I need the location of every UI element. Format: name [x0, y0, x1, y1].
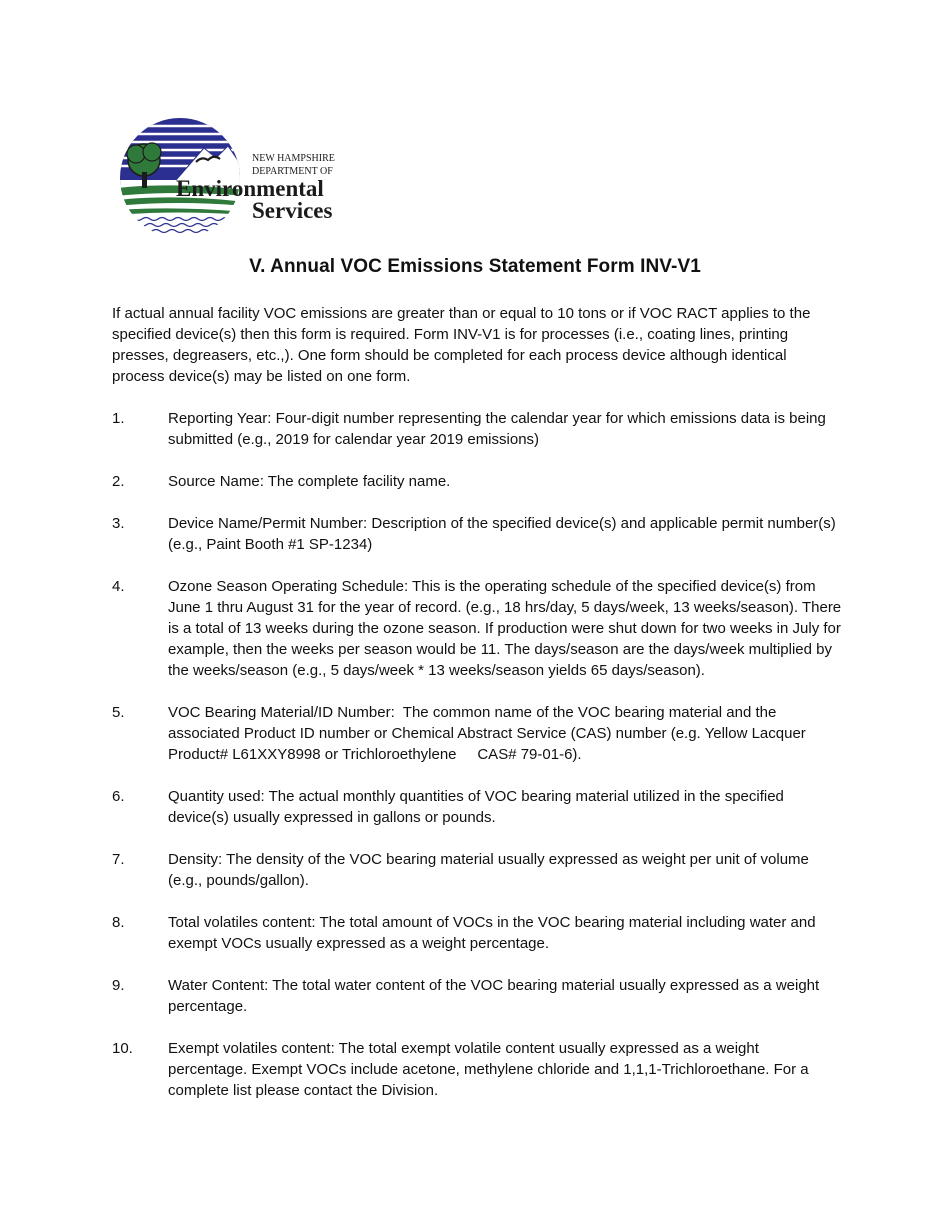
- item-number: 1.: [112, 410, 125, 427]
- item-text: Exempt volatiles content: The total exempt volatile content usually expressed as a weight percentage. Exempt VOCs include acetone, methylene chloride and 1,1,1-Trichloroethane. For a complete list please contact the Division.: [168, 1040, 809, 1099]
- nhdes-logo: [116, 116, 356, 240]
- form-title: V. Annual VOC Emissions Statement Form INV-V1: [249, 256, 701, 277]
- item-number: 2.: [112, 473, 125, 490]
- logo-text-line2: DEPARTMENT OF: [252, 166, 333, 177]
- list-item: [112, 1038, 842, 1101]
- item-number: 10.: [112, 1040, 133, 1057]
- item-number: 8.: [112, 914, 125, 931]
- item-number: 5.: [112, 704, 125, 721]
- item-text: Quantity used: The actual monthly quantities of VOC bearing material utilized in the specified device(s) usually expressed in gallons or pounds.: [168, 788, 784, 826]
- instructions-list: [112, 408, 842, 1122]
- item-text: Total volatiles content: The total amount of VOCs in the VOC bearing material including water and exempt VOCs usually expressed as a weight percentage.: [168, 914, 816, 952]
- item-number: 9.: [112, 977, 125, 994]
- item-text: Ozone Season Operating Schedule: This is the operating schedule of the specified device(s) from June 1 thru August 31 for the year of record. (e.g., 18 hrs/day, 5 days/week, 13 weeks/season). There is a total of 13 weeks during the ozone season. If production were shut down for two weeks in July for example, then the weeks per season would be 11. The days/season are the days/week multiplied by the weeks/season (e.g., 5 days/week * 13 weeks/season yields 65 days/season).: [168, 578, 842, 679]
- item-number: 4.: [112, 578, 125, 595]
- list-item: [112, 471, 842, 492]
- item-number: 7.: [112, 851, 125, 868]
- list-item: [112, 576, 842, 681]
- list-item: [112, 513, 842, 555]
- item-number: 6.: [112, 788, 125, 805]
- list-item: [112, 912, 842, 954]
- item-text: Water Content: The total water content of the VOC bearing material usually expressed as a weight percentage.: [168, 977, 820, 1015]
- item-text: Device Name/Permit Number: Description of the specified device(s) and applicable permit number(s) (e.g., Paint Booth #1 SP-1234): [168, 515, 836, 553]
- logo-text-services: Services: [252, 198, 333, 223]
- item-text: Source Name: The complete facility name.: [168, 473, 451, 490]
- logo-text-environmental: Environmental: [176, 176, 324, 201]
- item-text: VOC Bearing Material/ID Number: The common name of the VOC bearing material and the associated Product ID number or Chemical Abstract Service (CAS) number (e.g. Yellow Lacquer Product# L61XXY8998 or Trichloroethylene CAS# 79-01-6).: [168, 704, 810, 763]
- list-item: [112, 849, 842, 891]
- logo-text-line1: NEW HAMPSHIRE: [252, 153, 335, 164]
- list-item: [112, 408, 842, 450]
- list-item: [112, 702, 842, 765]
- item-text: Density: The density of the VOC bearing material usually expressed as weight per unit of volume (e.g., pounds/gallon).: [168, 851, 809, 889]
- item-number: 3.: [112, 515, 125, 532]
- item-text: Reporting Year: Four-digit number representing the calendar year for which emissions data is being submitted (e.g., 2019 for calendar year 2019 emissions): [168, 410, 826, 448]
- list-item: [112, 786, 842, 828]
- intro-paragraph: If actual annual facility VOC emissions are greater than or equal to 10 tons or if VOC RACT applies to the specified device(s) then this form is required. Form INV-V1 is for processes (i.e., coating lines, printing presses, degreasers, etc.,). One form should be completed for each process device although identical process device(s) may be listed on one form.: [112, 305, 811, 385]
- list-item: [112, 975, 842, 1017]
